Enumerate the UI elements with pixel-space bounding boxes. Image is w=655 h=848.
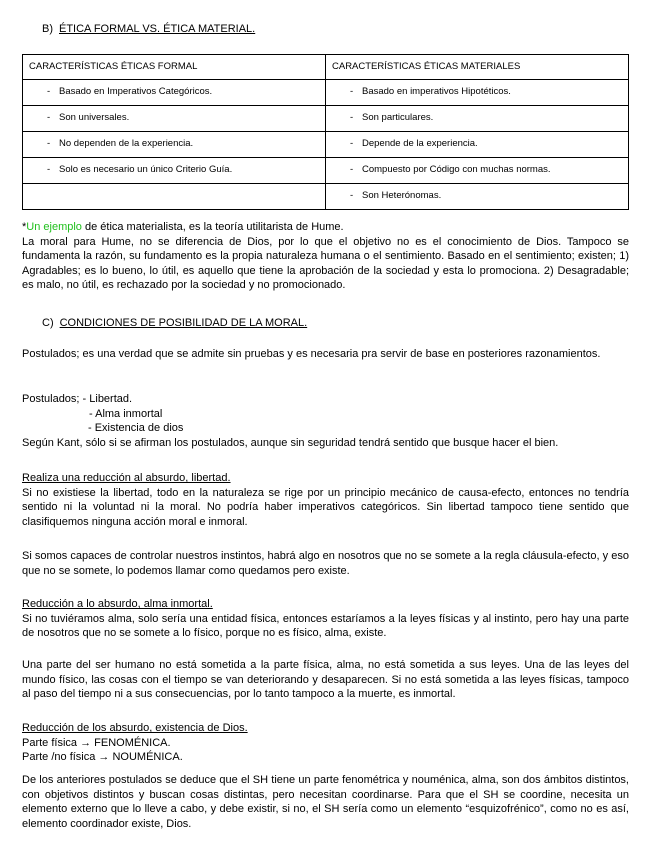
example-prefix: * (22, 221, 27, 233)
cell-text: Son particulares. (362, 112, 434, 124)
table-row (23, 132, 629, 158)
formal-cell (23, 106, 326, 132)
dios-paragraph-block (22, 773, 629, 831)
bullet: - (350, 164, 354, 176)
bullet: - (47, 112, 51, 124)
hume-paragraph: La moral para Hume, no se diferencia de Dios, por lo que el objetivo no es el conocimiento de Dios. Tampoco se fundamenta la razón, su fundamento es la propia naturaleza humana o el sentimiento. Basado en el sentimiento; existen; 1) Agradables; es lo bueno, lo útil, es aquello que tiene la aprobación de la sociedad y esta lo promociona. 2) Desagradable; es malo, no útil, es rechazado por la sociedad y no promocionado. (22, 235, 629, 291)
libertad-section (22, 471, 629, 529)
bullet: - (350, 112, 354, 124)
cell-text: Depende de la experiencia. (362, 138, 478, 150)
cell-text: Son universales. (59, 112, 130, 124)
alma-paragraph-2: Una parte del ser humano no está sometida a la parte física, alma, no está sometida a sus leyes. Una de las leyes del mundo físico, las cosas con el tiempo se van deteriorando y desaparecen. Si no está sometida a las leyes físicas, tampoco al paso del tiempo ni a sus consecuencias, por lo tanto tampoco a la muerte, es inmortal. (22, 659, 629, 700)
hume-section (22, 220, 629, 293)
bullet: - (47, 164, 51, 176)
section-c-heading (42, 316, 307, 331)
material-cell (326, 184, 629, 210)
cell-text: Compuesto por Código con muchas normas. (362, 164, 551, 176)
material-cell (326, 158, 629, 184)
dios-paragraph: De los anteriores postulados se deduce que el SH tiene un parte fenométrica y nouménica, alma, son dos ámbitos distintos, con objetivos distintos y buscan cosas distintas, pero necesitan coordinarse. Para que el SH se coordine, necesita un elemento externo que lo lleve a cabo, y debe existir, si no, el SH sería como un elemento “esquizofrénico”, como no es así, elemento coordinador existe, Dios. (22, 774, 629, 830)
cell-text: Basado en Imperativos Categóricos. (59, 86, 213, 98)
table-header-row (23, 55, 629, 80)
alma-title: Reducción a lo absurdo, alma inmortal. (22, 598, 213, 610)
postulados-def-text: Postulados; es una verdad que se admite sin pruebas y es necesaria pra servir de base en posteriores razonamientos. (22, 348, 601, 360)
bullet: - (47, 138, 51, 150)
dios-fenomenica: Parte física → FENOMÉNICA. (22, 736, 171, 749)
alma-section (22, 597, 629, 641)
cell-text: No dependen de la experiencia. (59, 138, 194, 150)
alma-paragraph-2-block (22, 658, 629, 702)
formal-cell-empty (23, 184, 326, 210)
dios-noumenica: Parte /no física → NOUMÉNICA. (22, 751, 183, 763)
bullet: - (350, 190, 354, 202)
bullet: - (350, 138, 354, 150)
kant-text: Según Kant, sólo si se afirman los postulados, aunque sin seguridad tendrá sentido que busque hacer el bien. (22, 436, 559, 449)
section-b-heading (42, 22, 255, 37)
table-row (23, 184, 629, 210)
libertad-paragraph-2: Si somos capaces de controlar nuestros instintos, habrá algo en nosotros que no se somete a la regla cláusula-efecto, y eso que no se somete, lo podemos llamar como quedamos pero existe. (22, 550, 629, 577)
example-rest: de ética materialista, es la teoría utilitarista de Hume. (81, 221, 344, 233)
postulados-lead: Postulados; - Libertad. (22, 393, 133, 405)
alma-paragraph-1: Si no tuviéramos alma, solo sería una entidad física, entonces estaríamos a la leyes físicas y al instinto, pero hay una parte de nosotros que no se somete a lo físico, porque no es físico, alma, existe. (22, 612, 629, 639)
table-row (23, 158, 629, 184)
material-cell (326, 106, 629, 132)
postulados-list (22, 392, 629, 450)
section-c-title: CONDICIONES DE POSIBILIDAD DE LA MORAL. (59, 317, 308, 329)
cell-text: Solo es necesario un único Criterio Guía. (59, 164, 233, 176)
libertad-paragraph-1: Si no existiese la libertad, todo en la naturaleza se rige por un principio mecánico de causa-efecto, entonces no tendría sentido ni la voluntad ni la moral. No podría haber imperativos categóricos. Sin libertad tampoco tiene sentido que clasifiquemos ninguna acción moral e inmoral. (22, 486, 629, 528)
section-b-title: ÉTICA FORMAL VS. ÉTICA MATERIAL. (59, 23, 256, 35)
header-formal: CARACTERÍSTICAS ÉTICAS FORMAL (23, 55, 326, 80)
formal-cell (23, 132, 326, 158)
table-row (23, 80, 629, 106)
postulado-dios: - Existencia de dios (88, 422, 184, 434)
section-b-letter: B) (42, 23, 53, 35)
material-cell (326, 80, 629, 106)
bullet: - (350, 86, 354, 98)
material-cell (326, 132, 629, 158)
cell-text: Basado en imperativos Hipotéticos. (362, 86, 511, 98)
cell-text: Son Heterónomas. (362, 190, 442, 202)
libertad-paragraph-2-block (22, 549, 629, 578)
postulados-definition (22, 347, 629, 362)
example-line (22, 220, 629, 235)
libertad-title: Realiza una reducción al absurdo, libertad. (22, 472, 231, 484)
postulado-alma: - Alma inmortal (89, 407, 163, 420)
ethics-comparison-table (22, 54, 629, 210)
dios-section (22, 721, 629, 765)
formal-cell (23, 80, 326, 106)
section-c-letter: C) (42, 317, 54, 329)
table-row (23, 106, 629, 132)
bullet: - (47, 86, 51, 98)
formal-cell (23, 158, 326, 184)
header-material: CARACTERÍSTICAS ÉTICAS MATERIALES (326, 55, 629, 80)
example-highlight: Un ejemplo (26, 221, 82, 233)
dios-title: Reducción de los absurdo, existencia de Dios. (22, 722, 248, 734)
